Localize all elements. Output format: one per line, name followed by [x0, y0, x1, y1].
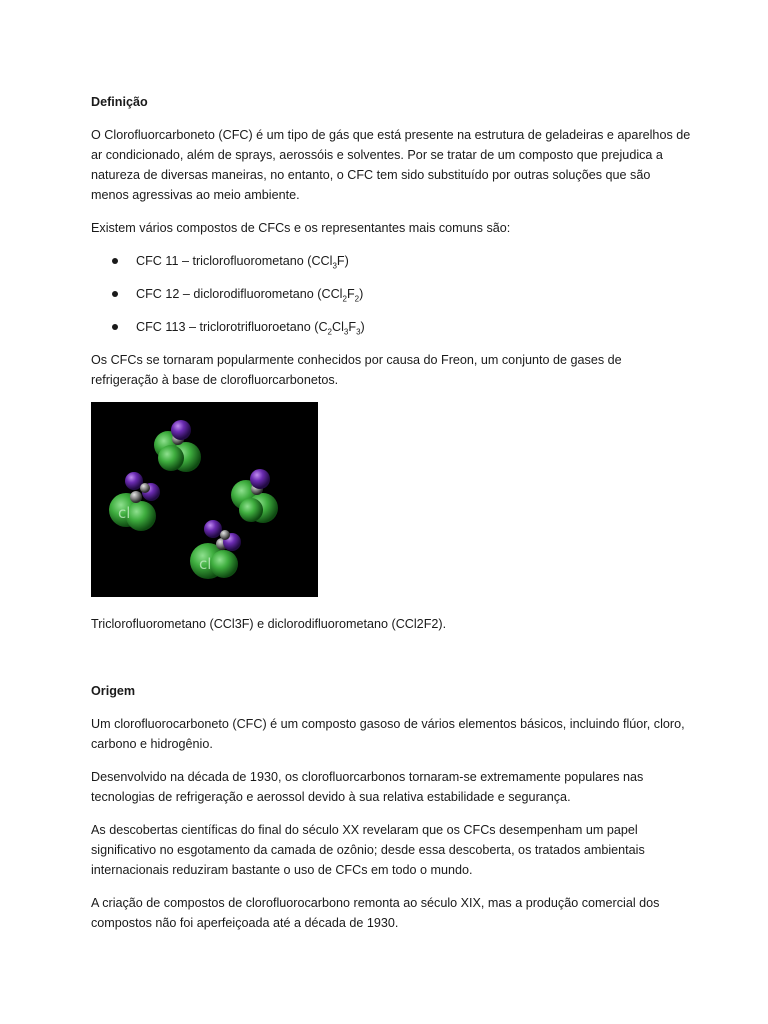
paragraph-origem-3: As descobertas científicas do final do século XX revelaram que os CFCs desempenham um papel significativo no esgotamento da camada de ozônio; desde essa descoberta, os tratados ambientais internacionais reduziram bastante o uso de CFCs em todo o mundo. — [91, 823, 645, 877]
list-item-text: CFC 11 – triclorofluorometano (CCl$_3$F) — [136, 254, 349, 271]
list-item-cfc113 — [91, 317, 691, 337]
atom-label: cl — [118, 504, 131, 522]
molecule-right — [231, 469, 278, 523]
paragraph-definicao-2: Existem vários compostos de CFCs e os representantes mais comuns são: — [91, 221, 511, 235]
figure-caption: Triclorofluorometano (CCl3F) e diclorodifluorometano (CCl2F2). — [91, 617, 447, 631]
list-item-text: CFC 113 – triclorotrifluoroetano $(C_2Cl_3F_3)$ — [136, 320, 365, 337]
paragraph-definicao-3: Os CFCs se tornaram popularmente conhecidos por causa do Freon, um conjunto de gases de refrigeração à base de clorofluorcarbonetos. — [91, 353, 622, 387]
paragraph-origem-4: A criação de compostos de clorofluorocarbono remonta ao século XIX, mas a produção comercial dos compostos não foi aperfeiçoada até a década de 1930. — [91, 896, 660, 930]
molecule-bottom — [190, 520, 241, 579]
section-heading-origem: Origem — [91, 684, 136, 698]
molecule-left — [109, 472, 160, 531]
molecule-top — [154, 420, 201, 472]
list-item-text: CFC 12 – diclorodifluorometano $(CCl_2F_2)$ — [136, 287, 364, 304]
document-content — [91, 92, 691, 933]
list-item-cfc11 — [91, 251, 691, 284]
cfc-list — [91, 251, 691, 337]
molecule-illustration — [91, 402, 318, 597]
list-item-cfc12 — [91, 284, 691, 317]
paragraph-origem-1: Um clorofluorocarboneto (CFC) é um composto gasoso de vários elementos básicos, incluindo flúor, cloro, carbono e hidrogênio. — [91, 717, 685, 751]
section-heading-definicao: Definição — [91, 95, 148, 109]
bullet-icon — [112, 258, 118, 264]
bullet-icon — [112, 291, 118, 297]
molecule-figure — [91, 402, 318, 597]
bullet-icon — [112, 324, 118, 330]
atom-label: cl — [199, 555, 212, 573]
paragraph-definicao-1: O Clorofluorcarboneto (CFC) é um tipo de gás que está presente na estrutura de geladeiras e aparelhos de ar condicionado, além de sprays, aerossóis e solventes. Por se tratar de um composto que prejudica a natureza de diversas maneiras, no entanto, o CFC tem sido substituído por outras soluções que são menos agressivas ao meio ambiente. — [91, 128, 691, 202]
paragraph-origem-2: Desenvolvido na década de 1930, os clorofluorcarbonos tornaram-se extremamente populares nas tecnologias de refrigeração e aerossol devido à sua relativa estabilidade e segurança. — [91, 770, 644, 804]
